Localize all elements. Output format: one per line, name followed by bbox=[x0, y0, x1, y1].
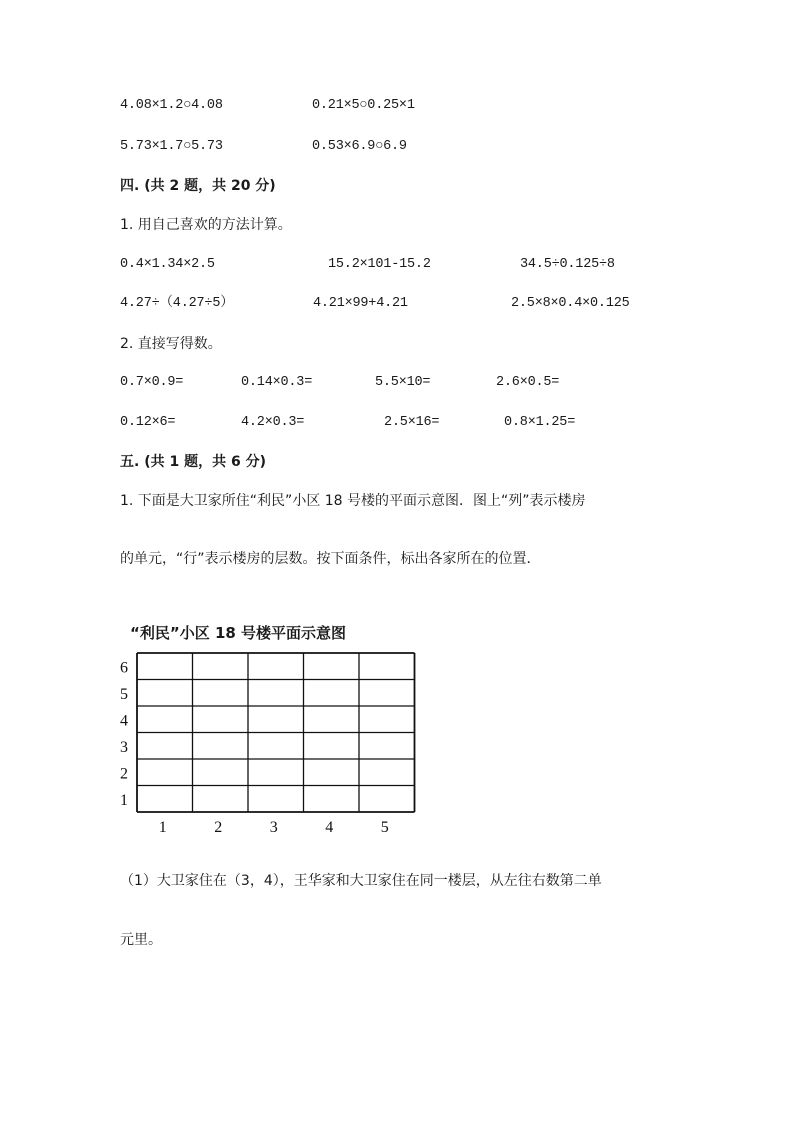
question-title: 2. 直接写得数。 bbox=[120, 336, 222, 352]
column-label: 1 bbox=[158, 819, 167, 835]
oral-calc: 0.14×0.3= bbox=[241, 375, 313, 390]
oral-calc: 0.7×0.9= bbox=[120, 375, 184, 390]
column-label: 5 bbox=[380, 819, 389, 835]
sub-question-text: （1）大卫家住在（3，4），王华家和大卫家住在同一楼层，从左往右数第二单 bbox=[120, 873, 602, 889]
oral-calc: 5.5×10= bbox=[375, 375, 431, 390]
section-heading: 五. (共 1 题，共 6 分) bbox=[120, 454, 266, 470]
compare-expr: 0.21×5○0.25×1 bbox=[312, 98, 415, 113]
oral-calc: 0.8×1.25= bbox=[504, 415, 576, 430]
row-label: 3 bbox=[120, 738, 128, 756]
compare-expr: 0.53×6.9○6.9 bbox=[312, 139, 407, 154]
calc-expr: 4.27÷（4.27÷5） bbox=[120, 296, 234, 311]
oral-calc: 4.2×0.3= bbox=[241, 415, 305, 430]
row-label: 5 bbox=[120, 685, 128, 703]
question-title: 1. 用自己喜欢的方法计算。 bbox=[120, 217, 292, 233]
oral-calc: 2.5×16= bbox=[384, 415, 440, 430]
calc-expr: 34.5÷0.125÷8 bbox=[520, 257, 615, 272]
calc-expr: 4.21×99+4.21 bbox=[313, 296, 408, 311]
row-label: 6 bbox=[120, 659, 128, 677]
compare-expr: 5.73×1.7○5.73 bbox=[120, 139, 223, 154]
floor-plan-grid bbox=[110, 645, 430, 835]
calc-expr: 15.2×101-15.2 bbox=[328, 257, 431, 272]
column-label: 2 bbox=[214, 819, 223, 835]
calc-expr: 0.4×1.34×2.5 bbox=[120, 257, 215, 272]
row-label: 4 bbox=[120, 712, 128, 730]
compare-expr: 4.08×1.2○4.08 bbox=[120, 98, 223, 113]
question-text: 1. 下面是大卫家所住“利民”小区 18 号楼的平面示意图．图上“列”表示楼房 bbox=[120, 493, 586, 509]
column-label: 3 bbox=[269, 819, 278, 835]
row-label: 1 bbox=[120, 791, 128, 809]
sub-question-text: 元里。 bbox=[120, 932, 162, 948]
column-label: 4 bbox=[325, 819, 334, 835]
oral-calc: 2.6×0.5= bbox=[496, 375, 560, 390]
question-text: 的单元，“行”表示楼房的层数。按下面条件，标出各家所在的位置． bbox=[120, 551, 541, 567]
oral-calc: 0.12×6= bbox=[120, 415, 176, 430]
calc-expr: 2.5×8×0.4×0.125 bbox=[511, 296, 630, 311]
row-label: 2 bbox=[120, 765, 128, 783]
section-heading: 四. (共 2 题，共 20 分) bbox=[120, 178, 276, 194]
figure-title: “利民”小区 18 号楼平面示意图 bbox=[130, 624, 347, 642]
